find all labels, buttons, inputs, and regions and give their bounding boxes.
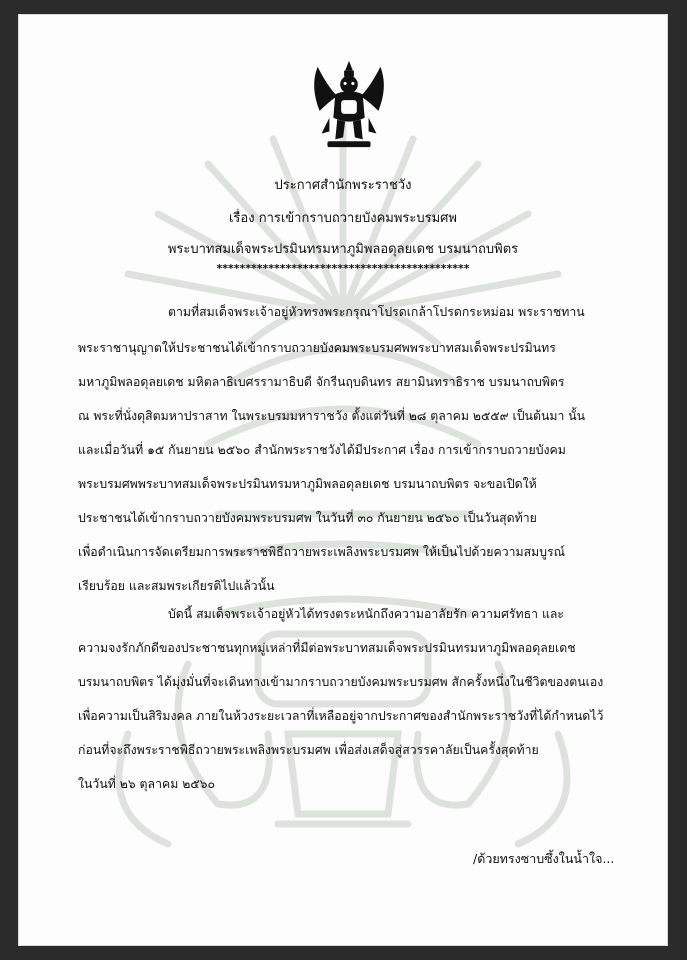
paragraph-line: ประชาชนได้เข้ากราบถวายบังคมพระบรมศพ ในวันที่ ๓๐ กันยายน ๒๕๖๐ เป็นวันสุดท้าย (78, 511, 537, 525)
paragraph-line: บรมนาถบพิตร ได้มุ่งมั่นที่จะเดินทางเข้ามากราบถวายบังคมพระบรมศพ สักครั้งหนึ่งในชีวิตของตนเอง (78, 675, 604, 689)
announcement-title: ประกาศสำนักพระราชวัง (274, 178, 412, 193)
paragraph-line: ณ พระที่นั่งดุสิตมหาปราสาท ในพระบรมมหาราชวัง ตั้งแต่วันที่ ๒๘ ตุลาคม ๒๕๕๙ เป็นต้นมา นั้น (78, 409, 586, 423)
paragraph-line: ความจงรักภักดีของประชาชนทุกหมู่เหล่าที่มีต่อพระบาทสมเด็จพระปรมินทรมหาภูมิพลอดุลยเดช (78, 641, 576, 655)
announcement-subject-line2: พระบาทสมเด็จพระปรมินทรมหาภูมิพลอดุลยเดช บรมนาถบพิตร (167, 242, 519, 257)
announcement-subject: เรื่อง การเข้ากราบถวายบังคมพระบรมศพ (228, 211, 457, 226)
paragraph-line: มหาภูมิพลอดุลยเดช มหิตลาธิเบศรรามาธิบดี จักรีนฤบดินทร สยามินทราธิราช บรมนาถบพิตร (78, 375, 565, 389)
paragraph-line: ในวันที่ ๒๖ ตุลาคม ๒๕๖๐ (78, 777, 215, 791)
garuda-emblem-icon (300, 56, 398, 156)
paragraph-line: และเมื่อวันที่ ๑๕ กันยายน ๒๕๖๐ สำนักพระราชวังได้มีประกาศ เรื่อง การเข้ากราบถวายบังคม (78, 443, 566, 457)
closing-line: /ด้วยทรงซาบซึ้งในน้ำใจ... (473, 851, 615, 866)
paragraph-line: ก่อนที่จะถึงพระราชพิธีถวายพระเพลิงพระบรมศพ เพื่อส่งเสด็จสู่สวรรคาลัยเป็นครั้งสุดท้าย (78, 743, 539, 757)
document-page (18, 14, 668, 946)
star-divider: ******************************************** (216, 262, 470, 275)
paragraph-line: ตามที่สมเด็จพระเจ้าอยู่หัวทรงพระกรุณาโปรดเกล้าโปรดกระหม่อม พระราชทาน (168, 305, 585, 319)
paragraph-line: เพื่อดำเนินการจัดเตรียมการพระราชพิธีถวายพระเพลิงพระบรมศพ ให้เป็นไปด้วยความสมบูรณ์ (78, 545, 566, 559)
paragraph-line: บัดนี้ สมเด็จพระเจ้าอยู่หัวได้ทรงตระหนักถึงความอาลัยรัก ความศรัทธา และ (168, 607, 565, 621)
paragraph-line: พระบรมศพพระบาทสมเด็จพระปรมินทรมหาภูมิพลอดุลยเดช บรมนาถบพิตร จะขอเปิดให้ (78, 477, 537, 491)
paragraph-line: พระราชานุญาตให้ประชาชนได้เข้ากราบถวายบังคมพระบรมศพพระบาทสมเด็จพระปรมินทร (78, 341, 556, 355)
paragraph-line: เรียบร้อย และสมพระเกียรติไปแล้วนั้น (78, 579, 275, 593)
paragraph-line: เพื่อความเป็นสิริมงคล ภายในห้วงระยะเวลาที่เหลืออยู่จากประกาศของสำนักพระราชวังที่ได้กำหนดไว้ (78, 709, 604, 723)
